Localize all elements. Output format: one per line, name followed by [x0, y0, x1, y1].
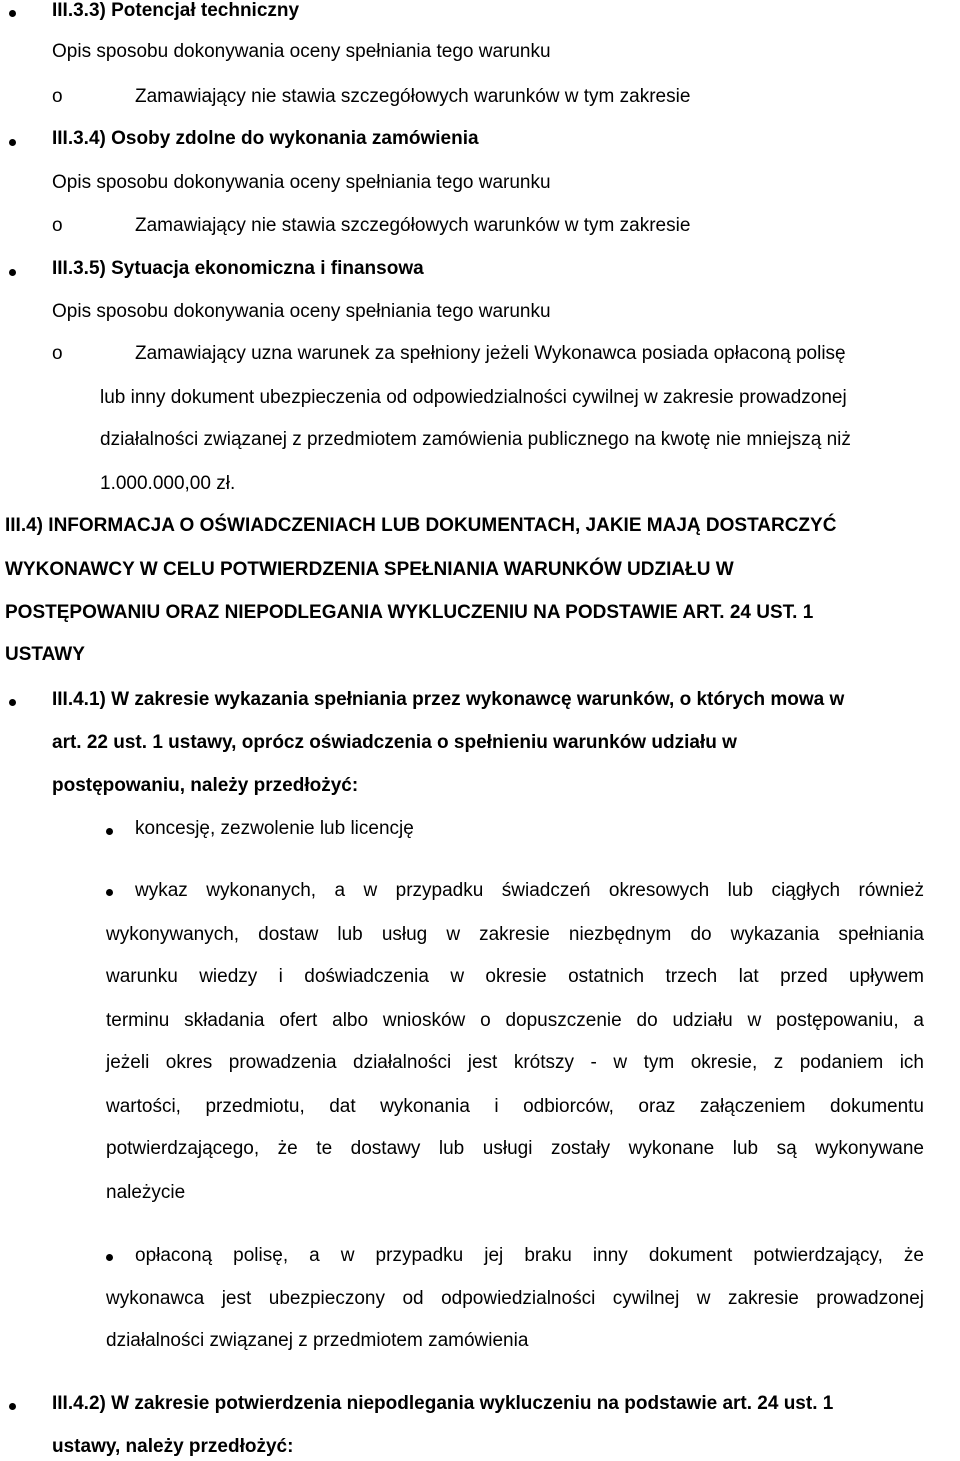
bullet-icon	[106, 1254, 113, 1261]
section-heading-iii-4-line: USTAWY	[5, 644, 85, 665]
bullet-icon	[9, 269, 16, 276]
list-item-line: potwierdzającego, że te dostawy lub usługi zostały wykonane lub są wykonywane	[106, 1138, 924, 1159]
bullet-icon	[9, 699, 16, 706]
list-item-line: działalności związanej z przedmiotem zamówienia	[106, 1330, 529, 1351]
opis-label: Opis sposobu dokonywania oceny spełniania tego warunku	[52, 41, 551, 62]
list-item: Zamawiający nie stawia szczegółowych warunków w tym zakresie	[135, 215, 691, 236]
bullet-icon	[106, 828, 113, 835]
bullet-icon	[9, 1403, 16, 1410]
section-heading-iii-4-line: POSTĘPOWANIU ORAZ NIEPODLEGANIA WYKLUCZENIU NA PODSTAWIE ART. 24 UST. 1	[5, 602, 814, 623]
list-item-line: należycie	[106, 1182, 186, 1203]
list-item: Zamawiający nie stawia szczegółowych warunków w tym zakresie	[135, 86, 691, 107]
list-item-line: Zamawiający uzna warunek za spełniony jeżeli Wykonawca posiada opłaconą polisę	[135, 343, 846, 364]
bullet-icon	[106, 889, 113, 896]
list-item-line: wykonywanych, dostaw lub usług w zakresie niezbędnym do wykazania spełniania	[106, 924, 924, 945]
section-heading-iii-3-3: III.3.3) Potencjał techniczny	[52, 0, 300, 21]
opis-label: Opis sposobu dokonywania oceny spełniania tego warunku	[52, 301, 551, 322]
list-marker: o	[52, 343, 63, 364]
section-heading-iii-3-5: III.3.5) Sytuacja ekonomiczna i finansowa	[52, 258, 424, 279]
list-marker: o	[52, 215, 63, 236]
section-heading-iii-4-1-line: postępowaniu, należy przedłożyć:	[52, 775, 359, 796]
section-heading-iii-4-1-line: art. 22 ust. 1 ustawy, oprócz oświadczenia o spełnieniu warunków udziału w	[52, 732, 737, 753]
list-item-line: terminu składania ofert albo wniosków o dopuszczenie do udziału w postępowaniu, a	[106, 1010, 924, 1031]
list-item-line: wykaz wykonanych, a w przypadku świadczeń okresowych lub ciągłych również	[135, 880, 924, 901]
bullet-icon	[9, 10, 16, 17]
list-marker: o	[52, 86, 63, 107]
list-item-line: wartości, przedmiotu, dat wykonania i odbiorców, oraz załączeniem dokumentu	[106, 1096, 924, 1117]
list-item-line: lub inny dokument ubezpieczenia od odpowiedzialności cywilnej w zakresie prowadzonej	[100, 387, 847, 408]
section-heading-iii-4-1: III.4.1) W zakresie wykazania spełniania przez wykonawcę warunków, o których mowa w	[52, 689, 845, 710]
section-heading-iii-3-4: III.3.4) Osoby zdolne do wykonania zamówienia	[52, 128, 479, 149]
list-item-line: działalności związanej z przedmiotem zamówienia publicznego na kwotę nie mniejszą niż	[100, 429, 851, 450]
list-item-line: wykonawca jest ubezpieczony od odpowiedzialności cywilnej w zakresie prowadzonej	[106, 1288, 924, 1309]
section-heading-iii-4: III.4) INFORMACJA O OŚWIADCZENIACH LUB DOKUMENTACH, JAKIE MAJĄ DOSTARCZYĆ	[5, 515, 837, 536]
list-item-line: 1.000.000,00 zł.	[100, 473, 236, 494]
list-item: koncesję, zezwolenie lub licencję	[135, 818, 414, 839]
list-item-line: jeżeli okres prowadzenia działalności jest krótszy - w tym okresie, z podaniem ich	[106, 1052, 924, 1073]
opis-label: Opis sposobu dokonywania oceny spełniania tego warunku	[52, 172, 551, 193]
section-heading-iii-4-2: III.4.2) W zakresie potwierdzenia niepodlegania wykluczeniu na podstawie art. 24 ust. 1	[52, 1393, 834, 1414]
section-heading-iii-4-line: WYKONAWCY W CELU POTWIERDZENIA SPEŁNIANIA WARUNKÓW UDZIAŁU W	[5, 559, 734, 580]
list-item-line: warunku wiedzy i doświadczenia w okresie ostatnich trzech lat przed upływem	[106, 966, 924, 987]
section-heading-iii-4-2-line: ustawy, należy przedłożyć:	[52, 1436, 294, 1457]
bullet-icon	[9, 139, 16, 146]
list-item-line: opłaconą polisę, a w przypadku jej braku inny dokument potwierdzający, że	[135, 1245, 924, 1266]
